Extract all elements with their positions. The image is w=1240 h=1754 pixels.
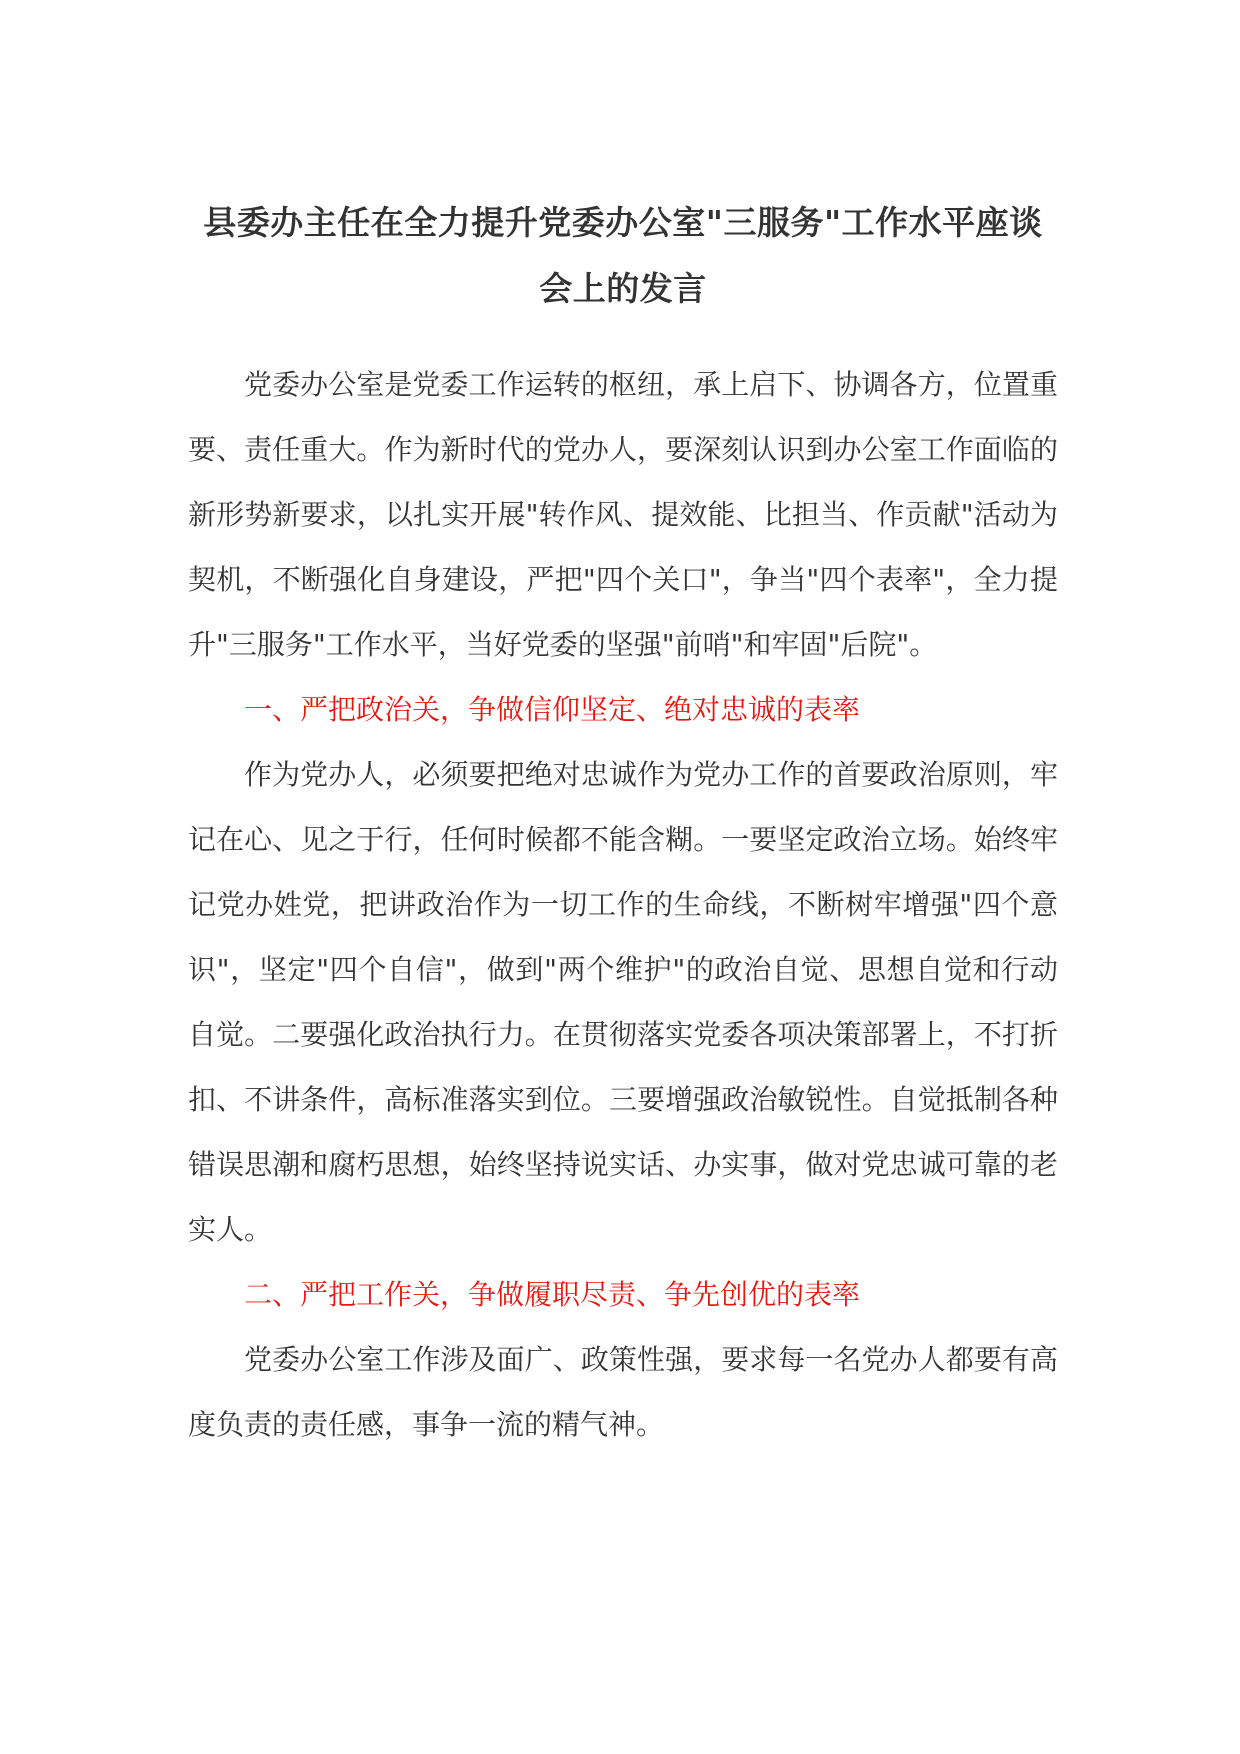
section-heading-political: 一、严把政治关，争做信仰坚定、绝对忠诚的表率 xyxy=(244,693,861,726)
document-title: 县委办主任在全力提升党委办公室"三服务"工作水平座谈会上的发言 xyxy=(203,203,1043,308)
document-page xyxy=(188,190,1058,1457)
political-paragraph: 作为党办人，必须要把绝对忠诚作为党办工作的首要政治原则，牢记在心、见之于行，任何时候都不能含糊。一要坚定政治立场。始终牢记党办姓党，把讲政治作为一切工作的生命线，不断树牢增强"四个意识"，坚定"四个自信"，做到"两个维护"的政治自觉、思想自觉和行动自觉。二要强化政治执行力。在贯彻落实党委各项决策部署上，不打折扣、不讲条件，高标准落实到位。三要增强政治敏锐性。自觉抵制各种错误思潮和腐朽思想，始终坚持说实话、办实事，做对党忠诚可靠的老实人。 xyxy=(188,758,1058,1246)
section-heading-work: 二、严把工作关，争做履职尽责、争先创优的表率 xyxy=(244,1278,861,1311)
document-body xyxy=(188,352,1058,1457)
intro-paragraph: 党委办公室是党委工作运转的枢纽，承上启下、协调各方，位置重要、责任重大。作为新时代的党办人，要深刻认识到办公室工作面临的新形势新要求，以扎实开展"转作风、提效能、比担当、作贡献"活动为契机，不断强化自身建设，严把"四个关口"，争当"四个表率"，全力提升"三服务"工作水平，当好党委的坚强"前哨"和牢固"后院"。 xyxy=(188,368,1058,661)
work-paragraph: 党委办公室工作涉及面广、政策性强，要求每一名党办人都要有高度负责的责任感，事争一流的精气神。 xyxy=(188,1343,1058,1441)
